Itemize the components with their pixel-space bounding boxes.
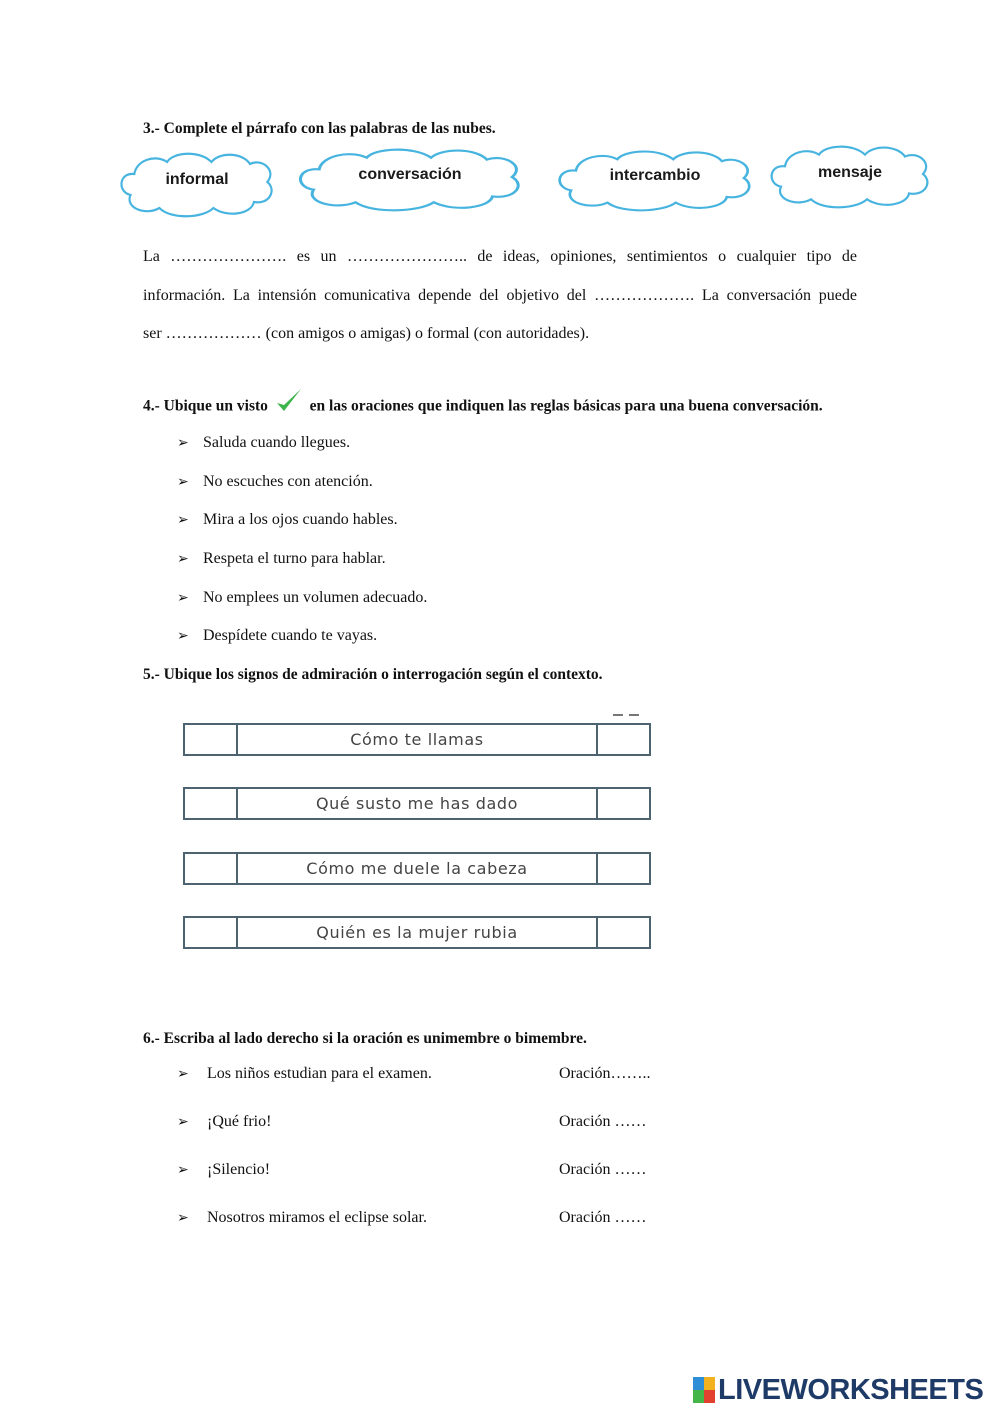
cloud-word: conversación — [358, 166, 462, 183]
fill-in-paragraph — [143, 238, 857, 354]
right-sign-box[interactable] — [596, 854, 649, 883]
logo-mark-icon — [693, 1377, 715, 1403]
section-3-heading: 3.- Complete el párrafo con las palabras de las nubes. — [143, 120, 496, 137]
heading-text: en las oraciones que indiquen las reglas básicas para una buena conversación. — [309, 397, 823, 415]
list-item: ➢ Mira a los ojos cuando hables. — [177, 511, 398, 528]
section-4-heading — [143, 392, 823, 422]
list-item: ➢ No emplees un volumen adecuado. — [177, 589, 428, 606]
cloud-mensaje — [767, 143, 933, 209]
left-sign-box[interactable] — [185, 725, 238, 754]
arrow-bullet-icon: ➢ — [177, 1066, 189, 1082]
right-sign-box[interactable] — [596, 918, 649, 947]
paragraph-line: ser ……………… (con amigos o amigas) o formal (con autoridades). — [143, 325, 590, 342]
decorative-marks — [613, 711, 641, 717]
arrow-bullet-icon: ➢ — [177, 628, 189, 644]
arrow-bullet-icon: ➢ — [177, 474, 189, 490]
arrow-bullet-icon: ➢ — [177, 1114, 189, 1130]
list-item: ➢ Saluda cuando llegues. — [177, 434, 351, 451]
right-sign-box[interactable] — [596, 725, 649, 754]
arrow-bullet-icon: ➢ — [177, 1210, 189, 1226]
left-sign-box[interactable] — [185, 789, 238, 818]
arrow-bullet-icon: ➢ — [177, 512, 189, 528]
cloud-word: intercambio — [609, 167, 701, 184]
sentence-row — [183, 787, 651, 820]
sentence-row — [183, 723, 651, 756]
sentence-text: Cómo me duele la cabeza — [306, 859, 528, 878]
sentence-text: Qué susto me has dado — [315, 794, 518, 813]
list-item: ➢ ¡Qué frio! — [177, 1113, 272, 1130]
answer-field[interactable]: Oración …… — [559, 1161, 647, 1178]
list-item: ➢ Nosotros miramos el eclipse solar. — [177, 1209, 427, 1226]
cloud-conversacion — [294, 146, 526, 212]
right-sign-box[interactable] — [596, 789, 649, 818]
section-5-heading: 5.- Ubique los signos de admiración o interrogación según el contexto. — [143, 666, 603, 683]
cloud-intercambio — [554, 148, 756, 212]
answer-field[interactable]: Oración …… — [559, 1209, 647, 1226]
arrow-bullet-icon: ➢ — [177, 435, 189, 451]
cloud-informal — [117, 150, 277, 218]
heading-text: 4.- Ubique un visto — [143, 397, 268, 415]
left-sign-box[interactable] — [185, 918, 238, 947]
list-item: ➢ Despídete cuando te vayas. — [177, 627, 378, 644]
arrow-bullet-icon: ➢ — [177, 551, 189, 567]
list-item: ➢ Respeta el turno para hablar. — [177, 550, 386, 567]
sentence-row — [183, 916, 651, 949]
list-item: ➢ No escuches con atención. — [177, 473, 373, 490]
section-6-heading: 6.- Escriba al lado derecho si la oración es unimembre o bimembre. — [143, 1030, 587, 1047]
list-item: ➢ Los niños estudian para el examen. — [177, 1065, 432, 1082]
arrow-bullet-icon: ➢ — [177, 590, 189, 606]
answer-field[interactable]: Oración …… — [559, 1113, 647, 1130]
check-icon — [274, 386, 304, 416]
paragraph-line: La …………………. es un ………………….. de ideas, opiniones, sentimientos o cualquier tipo de — [143, 248, 857, 265]
left-sign-box[interactable] — [185, 854, 238, 883]
cloud-word: informal — [165, 171, 229, 188]
cloud-word: mensaje — [817, 164, 883, 181]
sentence-text: Cómo te llamas — [350, 730, 484, 749]
sentence-row — [183, 852, 651, 885]
list-item: ➢ ¡Silencio! — [177, 1161, 271, 1178]
paragraph-line: información. La intensión comunicativa depende del objetivo del ………………. La conversación puede — [143, 286, 857, 304]
logo-text: LIVEWORKSHEETS — [718, 1373, 984, 1406]
arrow-bullet-icon: ➢ — [177, 1162, 189, 1178]
liveworksheets-logo — [693, 1374, 983, 1406]
answer-field[interactable]: Oración…….. — [559, 1065, 651, 1082]
sentence-text: Quién es la mujer rubia — [316, 923, 518, 942]
